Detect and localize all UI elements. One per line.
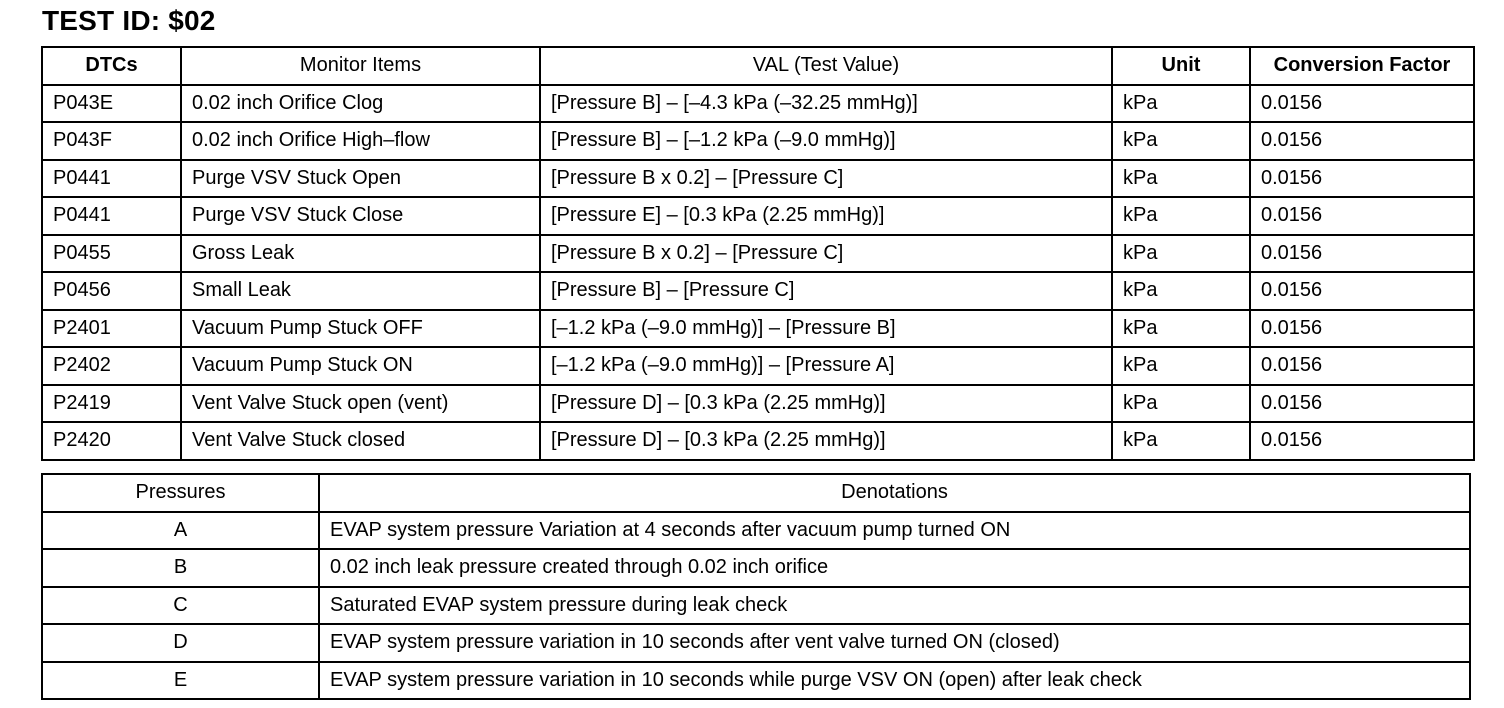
denotation-cell: Saturated EVAP system pressure during leak check [319, 587, 1470, 625]
dtc-code-cell: P2420 [42, 422, 181, 460]
table-row [42, 587, 1470, 625]
dtc-table-header-row [42, 47, 1474, 85]
test-value-cell: [Pressure B] – [–4.3 kPa (–32.25 mmHg)] [540, 85, 1112, 123]
pressure-letter-cell: D [42, 624, 319, 662]
header-unit: Unit [1112, 47, 1250, 85]
monitor-item-cell: Purge VSV Stuck Close [181, 197, 540, 235]
test-value-cell: [Pressure E] – [0.3 kPa (2.25 mmHg)] [540, 197, 1112, 235]
table-row [42, 549, 1470, 587]
test-value-cell: [–1.2 kPa (–9.0 mmHg)] – [Pressure A] [540, 347, 1112, 385]
table-row [42, 512, 1470, 550]
pressure-letter-cell: A [42, 512, 319, 550]
pressure-letter-cell: C [42, 587, 319, 625]
header-monitor-items: Monitor Items [181, 47, 540, 85]
monitor-item-cell: 0.02 inch Orifice High–flow [181, 122, 540, 160]
header-dtcs: DTCs [42, 47, 181, 85]
pressure-table-header-row [42, 474, 1470, 512]
test-value-cell: [Pressure D] – [0.3 kPa (2.25 mmHg)] [540, 422, 1112, 460]
dtc-code-cell: P2402 [42, 347, 181, 385]
unit-cell: kPa [1112, 272, 1250, 310]
denotation-cell: EVAP system pressure variation in 10 seconds after vent valve turned ON (closed) [319, 624, 1470, 662]
monitor-item-cell: Vacuum Pump Stuck ON [181, 347, 540, 385]
monitor-item-cell: Vacuum Pump Stuck OFF [181, 310, 540, 348]
test-value-cell: [Pressure D] – [0.3 kPa (2.25 mmHg)] [540, 385, 1112, 423]
pressure-table [41, 473, 1471, 700]
table-row [42, 422, 1474, 460]
table-row [42, 235, 1474, 273]
header-test-value: VAL (Test Value) [540, 47, 1112, 85]
unit-cell: kPa [1112, 122, 1250, 160]
unit-cell: kPa [1112, 160, 1250, 198]
page-title: TEST ID: $02 [42, 5, 216, 36]
dtc-code-cell: P2401 [42, 310, 181, 348]
test-value-cell: [–1.2 kPa (–9.0 mmHg)] – [Pressure B] [540, 310, 1112, 348]
dtc-code-cell: P0455 [42, 235, 181, 273]
monitor-item-cell: Small Leak [181, 272, 540, 310]
dtc-code-cell: P2419 [42, 385, 181, 423]
monitor-item-cell: Vent Valve Stuck open (vent) [181, 385, 540, 423]
header-conversion-factor: Conversion Factor [1250, 47, 1474, 85]
pressure-letter-cell: B [42, 549, 319, 587]
unit-cell: kPa [1112, 422, 1250, 460]
table-row [42, 385, 1474, 423]
dtc-table [41, 46, 1475, 461]
test-value-cell: [Pressure B] – [Pressure C] [540, 272, 1112, 310]
dtc-code-cell: P0441 [42, 160, 181, 198]
dtc-code-cell: P043E [42, 85, 181, 123]
dtc-code-cell: P0456 [42, 272, 181, 310]
denotation-cell: EVAP system pressure variation in 10 seconds while purge VSV ON (open) after leak check [319, 662, 1470, 700]
unit-cell: kPa [1112, 235, 1250, 273]
test-value-cell: [Pressure B x 0.2] – [Pressure C] [540, 160, 1112, 198]
table-row [42, 160, 1474, 198]
table-row [42, 662, 1470, 700]
dtc-code-cell: P0441 [42, 197, 181, 235]
table-row [42, 197, 1474, 235]
conversion-factor-cell: 0.0156 [1250, 85, 1474, 123]
conversion-factor-cell: 0.0156 [1250, 347, 1474, 385]
denotation-cell: EVAP system pressure Variation at 4 seconds after vacuum pump turned ON [319, 512, 1470, 550]
table-row [42, 122, 1474, 160]
header-denotations: Denotations [319, 474, 1470, 512]
conversion-factor-cell: 0.0156 [1250, 235, 1474, 273]
conversion-factor-cell: 0.0156 [1250, 385, 1474, 423]
header-pressures: Pressures [42, 474, 319, 512]
monitor-item-cell: 0.02 inch Orifice Clog [181, 85, 540, 123]
monitor-item-cell: Vent Valve Stuck closed [181, 422, 540, 460]
monitor-item-cell: Gross Leak [181, 235, 540, 273]
conversion-factor-cell: 0.0156 [1250, 160, 1474, 198]
pressure-letter-cell: E [42, 662, 319, 700]
monitor-item-cell: Purge VSV Stuck Open [181, 160, 540, 198]
conversion-factor-cell: 0.0156 [1250, 197, 1474, 235]
denotation-cell: 0.02 inch leak pressure created through 0.02 inch orifice [319, 549, 1470, 587]
table-row [42, 85, 1474, 123]
unit-cell: kPa [1112, 347, 1250, 385]
test-value-cell: [Pressure B] – [–1.2 kPa (–9.0 mmHg)] [540, 122, 1112, 160]
table-row [42, 624, 1470, 662]
table-row [42, 272, 1474, 310]
conversion-factor-cell: 0.0156 [1250, 272, 1474, 310]
unit-cell: kPa [1112, 85, 1250, 123]
dtc-code-cell: P043F [42, 122, 181, 160]
conversion-factor-cell: 0.0156 [1250, 422, 1474, 460]
unit-cell: kPa [1112, 310, 1250, 348]
conversion-factor-cell: 0.0156 [1250, 122, 1474, 160]
test-value-cell: [Pressure B x 0.2] – [Pressure C] [540, 235, 1112, 273]
unit-cell: kPa [1112, 385, 1250, 423]
table-row [42, 347, 1474, 385]
conversion-factor-cell: 0.0156 [1250, 310, 1474, 348]
table-row [42, 310, 1474, 348]
unit-cell: kPa [1112, 197, 1250, 235]
